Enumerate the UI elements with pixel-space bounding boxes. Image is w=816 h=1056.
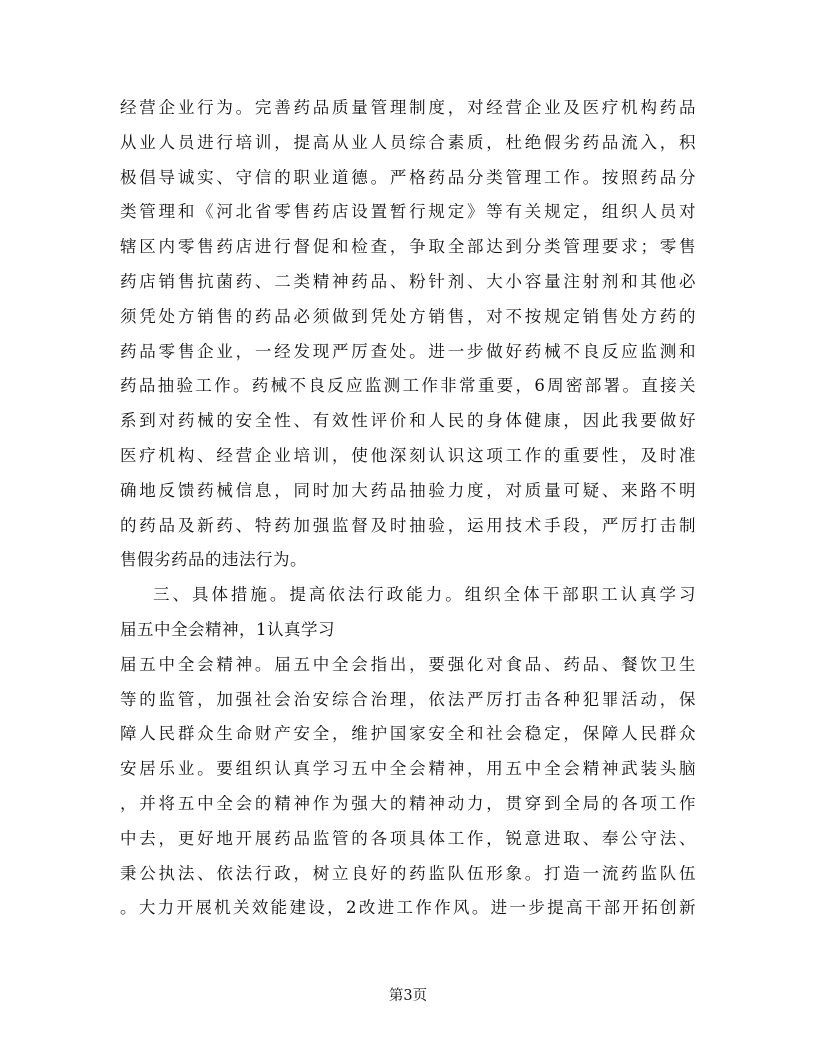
text-line: 系到对药械的安全性、有效性评价和人民的身体健康，因此我要做好 bbox=[120, 411, 696, 431]
text-line: 药店销售抗菌药、二类精神药品、粉针剂、大小容量注射剂和其他必 bbox=[120, 271, 696, 291]
text-line: 障人民群众生命财产安全，维护国家安全和社会稳定，保障人民群众 bbox=[120, 724, 696, 744]
text-line: 辖区内零售药店进行督促和检查，争取全部达到分类管理要求；零售 bbox=[120, 237, 696, 257]
text-line: 极倡导诚实、守信的职业道德。严格药品分类管理工作。按照药品分 bbox=[120, 167, 696, 187]
text-line: 售假劣药品的违法行为。 bbox=[120, 550, 307, 570]
text-line: 等的监管，加强社会治安综合治理，依法严厉打击各种犯罪活动，保 bbox=[120, 689, 696, 709]
text-line: 中去，更好地开展药品监管的各项具体工作，锐意进取、奉公守法、 bbox=[120, 828, 696, 848]
text-line: 三、具体措施。提高依法行政能力。组织全体干部职工认真学习 bbox=[153, 585, 696, 605]
page-number: 第3页 bbox=[388, 988, 428, 1004]
text-line: 须凭处方销售的药品必须做到凭处方销售，对不按规定销售处方药的 bbox=[120, 306, 696, 326]
text-line: 从业人员进行培训，提高从业人员综合素质，杜绝假劣药品流入，积 bbox=[120, 132, 696, 152]
text-line: 药品零售企业，一经发现严厉查处。进一步做好药械不良反应监测和 bbox=[120, 341, 696, 361]
text-line: 秉公执法、依法行政，树立良好的药监队伍形象。打造一流药监队伍 bbox=[120, 863, 696, 883]
text-line: 药品抽验工作。药械不良反应监测工作非常重要，6周密部署。直接关 bbox=[120, 376, 696, 396]
body-text bbox=[120, 91, 696, 926]
text-line: 安居乐业。要组织认真学习五中全会精神，用五中全会精神武装头脑 bbox=[120, 759, 696, 779]
text-line: 届五中全会精神，1认真学习 bbox=[120, 619, 335, 639]
text-line: 确地反馈药械信息，同时加大药品抽验力度，对质量可疑、来路不明 bbox=[120, 480, 696, 500]
text-line: 经营企业行为。完善药品质量管理制度，对经营企业及医疗机构药品 bbox=[120, 98, 696, 117]
text-line: 届五中全会精神。届五中全会指出，要强化对食品、药品、餐饮卫生 bbox=[120, 654, 696, 674]
text-line: 。大力开展机关效能建设，2改进工作作风。进一步提高干部开拓创新 bbox=[120, 898, 696, 918]
text-line: 医疗机构、经营企业培训，使他深刻认识这项工作的重要性，及时准 bbox=[120, 445, 696, 465]
text-line: ，并将五中全会的精神作为强大的精神动力，贯穿到全局的各项工作 bbox=[120, 793, 696, 813]
text-line: 的药品及新药、特药加强监督及时抽验，运用技术手段，严厉打击制 bbox=[120, 515, 696, 535]
text-line: 类管理和《河北省零售药店设置暂行规定》等有关规定，组织人员对 bbox=[120, 202, 696, 222]
